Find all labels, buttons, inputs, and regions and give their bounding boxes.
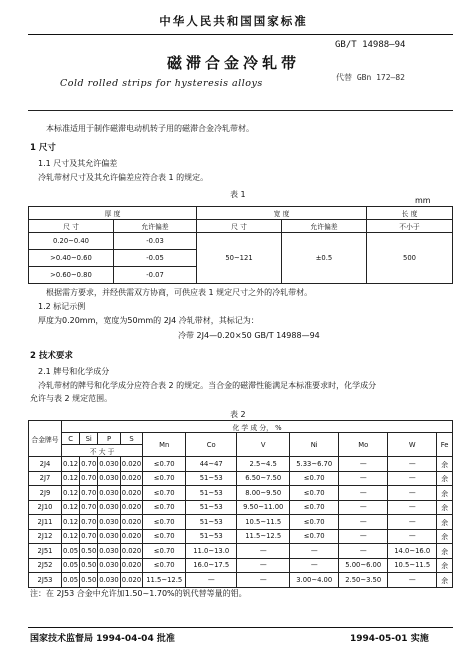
composition-cell: — [339, 486, 388, 501]
composition-cell: 余 [437, 457, 453, 472]
composition-cell: 0.020 [120, 529, 142, 544]
composition-cell: 0.030 [98, 558, 120, 573]
table-row [29, 500, 453, 515]
title-english: Cold rolled strips for hysteresis alloys [60, 78, 263, 89]
composition-cell: 余 [437, 471, 453, 486]
composition-cell: 51~53 [186, 500, 237, 515]
composition-cell: ≤0.70 [290, 500, 339, 515]
table-2-caption: 表 2 [230, 410, 246, 419]
composition-cell: 16.0~17.5 [186, 558, 237, 573]
composition-cell: 0.12 [62, 500, 80, 515]
t1-cell: >0.60~0.80 [29, 267, 114, 284]
composition-cell: 0.030 [98, 573, 120, 588]
table-2-note: 注：在 2J53 合金中允许加1.50~1.70%的钒代替等量的钼。 [30, 589, 247, 598]
composition-cell: — [237, 558, 290, 573]
section-1-2-title: 1.2 标记示例 [38, 302, 86, 311]
composition-cell: — [388, 500, 437, 515]
t1-h-length: 长 度 [367, 207, 453, 220]
composition-cell: 0.70 [80, 515, 98, 530]
t1-h-wtol: 允许偏差 [282, 220, 367, 233]
composition-cell: 5.33~6.70 [290, 457, 339, 472]
table-row [29, 529, 453, 544]
composition-cell: 44~47 [186, 457, 237, 472]
t1-width-tol: ±0.5 [282, 233, 367, 284]
composition-cell: ≤0.70 [143, 486, 186, 501]
t1-h-wsize: 尺 寸 [197, 220, 282, 233]
composition-cell: — [339, 500, 388, 515]
composition-cell: — [388, 486, 437, 501]
t1-cell: -0.07 [114, 267, 197, 284]
t2-h-elem: Mn [143, 433, 186, 457]
footer-rule [28, 627, 453, 628]
marking-example: 冷带 2J4—0.20×50 GB/T 14988—94 [178, 331, 320, 340]
t1-cell: -0.05 [114, 250, 197, 267]
composition-cell: 余 [437, 529, 453, 544]
composition-cell: 0.030 [98, 529, 120, 544]
section-2-1-text-2: 允许与表 2 规定范围。 [30, 394, 113, 403]
composition-cell: — [237, 573, 290, 588]
composition-cell: 0.020 [120, 544, 142, 559]
composition-cell: — [339, 471, 388, 486]
composition-cell: — [290, 544, 339, 559]
composition-cell: — [339, 457, 388, 472]
composition-cell: ≤0.70 [143, 500, 186, 515]
t2-h-elem: Fe [437, 433, 453, 457]
alloy-grade-cell: 2J51 [29, 544, 62, 559]
composition-cell: 10.5~11.5 [237, 515, 290, 530]
t1-h-thickness: 厚 度 [29, 207, 197, 220]
composition-cell: — [388, 573, 437, 588]
composition-cell: 0.05 [62, 573, 80, 588]
table-1-caption: 表 1 [230, 190, 246, 199]
table-1-unit: mm [415, 196, 431, 205]
alloy-grade-cell: 2J52 [29, 558, 62, 573]
t1-cell: 0.20~0.40 [29, 233, 114, 250]
composition-cell: 6.50~7.50 [237, 471, 290, 486]
composition-cell: — [339, 515, 388, 530]
composition-cell: 0.020 [120, 457, 142, 472]
composition-cell: 0.50 [80, 544, 98, 559]
composition-cell: 51~53 [186, 486, 237, 501]
composition-cell: 0.05 [62, 558, 80, 573]
section-2-1-text-1: 冷轧带材的牌号和化学成分应符合表 2 的规定。当合金的磁滞性能满足本标准要求时，化学成分 [38, 381, 377, 390]
table-row [29, 573, 453, 588]
composition-cell: 0.05 [62, 544, 80, 559]
composition-cell: — [388, 471, 437, 486]
composition-cell: 11.5~12.5 [237, 529, 290, 544]
t1-length: 500 [367, 233, 453, 284]
composition-cell: ≤0.70 [143, 544, 186, 559]
t1-h-size: 尺 寸 [29, 220, 114, 233]
composition-cell: 0.030 [98, 471, 120, 486]
composition-cell: 8.00~9.50 [237, 486, 290, 501]
t2-h-grade: 合金牌号 [29, 421, 62, 457]
composition-cell: ≤0.70 [143, 457, 186, 472]
t1-cell: >0.40~0.60 [29, 250, 114, 267]
composition-cell: — [388, 529, 437, 544]
composition-cell: 0.030 [98, 486, 120, 501]
composition-cell: ≤0.70 [290, 471, 339, 486]
composition-cell: 0.50 [80, 558, 98, 573]
composition-cell: ≤0.70 [143, 471, 186, 486]
composition-cell: 0.020 [120, 558, 142, 573]
composition-cell: 0.12 [62, 529, 80, 544]
composition-cell: 51~53 [186, 515, 237, 530]
standard-number: GB/T 14988—94 [335, 40, 406, 50]
composition-cell: 0.70 [80, 457, 98, 472]
composition-cell: 0.12 [62, 457, 80, 472]
composition-cell: ≤0.70 [143, 515, 186, 530]
composition-cell: 9.50~11.00 [237, 500, 290, 515]
composition-cell: 11.0~13.0 [186, 544, 237, 559]
replaces-standard: 代替 GBn 172—82 [336, 73, 405, 82]
composition-cell: 0.70 [80, 471, 98, 486]
composition-cell: ≤0.70 [290, 529, 339, 544]
scope-paragraph: 本标准适用于制作磁滞电动机转子用的磁滞合金冷轧带材。 [46, 124, 254, 133]
composition-cell: 0.020 [120, 573, 142, 588]
table-1 [28, 206, 453, 284]
composition-cell: ≤0.70 [143, 529, 186, 544]
t2-h-comp: 化 学 成 分， % [62, 421, 453, 433]
composition-cell: 2.5~4.5 [237, 457, 290, 472]
composition-cell: ≤0.70 [290, 515, 339, 530]
section-1-1-title: 1.1 尺寸及其允许偏差 [38, 159, 118, 168]
composition-cell: 0.020 [120, 515, 142, 530]
composition-cell: 51~53 [186, 529, 237, 544]
t1-cell: -0.03 [114, 233, 197, 250]
composition-cell: — [339, 529, 388, 544]
composition-cell: — [388, 515, 437, 530]
composition-cell: 0.12 [62, 486, 80, 501]
composition-cell: 余 [437, 486, 453, 501]
composition-cell: 0.030 [98, 515, 120, 530]
t2-h-elem: C [62, 433, 80, 445]
title-rule [28, 110, 453, 111]
composition-cell: 余 [437, 515, 453, 530]
composition-cell: 余 [437, 573, 453, 588]
header-rule [28, 34, 453, 35]
alloy-grade-cell: 2J10 [29, 500, 62, 515]
composition-cell: ≤0.70 [290, 486, 339, 501]
composition-cell: 余 [437, 558, 453, 573]
composition-cell: 0.12 [62, 471, 80, 486]
composition-cell: 0.50 [80, 573, 98, 588]
composition-cell: 2.50~3.50 [339, 573, 388, 588]
section-1-title: 1 尺寸 [30, 143, 56, 153]
composition-cell: 14.0~16.0 [388, 544, 437, 559]
composition-cell: 余 [437, 544, 453, 559]
composition-cell: 0.70 [80, 500, 98, 515]
composition-cell: — [290, 558, 339, 573]
t1-h-tol: 允许偏差 [114, 220, 197, 233]
t2-h-nmax: 不 大 于 [62, 445, 143, 457]
section-1-2-text: 厚度为0.20mm，宽度为50mm的 2J4 冷轧带材，其标记为： [38, 316, 259, 325]
alloy-grade-cell: 2J9 [29, 486, 62, 501]
section-2-title: 2 技术要求 [30, 351, 73, 361]
composition-cell: ≤0.70 [143, 558, 186, 573]
composition-cell: — [237, 544, 290, 559]
section-1-1-text: 冷轧带材尺寸及其允许偏差应符合表 1 的规定。 [38, 173, 209, 182]
t2-h-elem: Mo [339, 433, 388, 457]
table-2 [28, 420, 453, 588]
t2-h-elem: Co [186, 433, 237, 457]
t2-h-elem: S [120, 433, 142, 445]
composition-cell: 0.70 [80, 529, 98, 544]
alloy-grade-cell: 2J12 [29, 529, 62, 544]
t2-h-elem: P [98, 433, 120, 445]
t2-h-elem: Si [80, 433, 98, 445]
table-row [29, 558, 453, 573]
composition-cell: 0.020 [120, 471, 142, 486]
table-row [29, 486, 453, 501]
composition-cell: 0.030 [98, 500, 120, 515]
t1-width: 50~121 [197, 233, 282, 284]
t2-h-elem: Ni [290, 433, 339, 457]
table-row [29, 515, 453, 530]
composition-cell: — [388, 457, 437, 472]
composition-cell: — [339, 544, 388, 559]
composition-cell: 3.00~4.00 [290, 573, 339, 588]
approval-date: 国家技术监督局 1994-04-04 批准 [30, 634, 175, 644]
section-2-1-title: 2.1 牌号和化学成分 [38, 367, 110, 376]
composition-cell: 0.030 [98, 544, 120, 559]
implementation-date: 1994-05-01 实施 [350, 634, 429, 644]
composition-cell: 0.70 [80, 486, 98, 501]
composition-cell: 51~53 [186, 471, 237, 486]
alloy-grade-cell: 2J4 [29, 457, 62, 472]
t1-h-width: 宽 度 [197, 207, 367, 220]
composition-cell: — [186, 573, 237, 588]
composition-cell: 余 [437, 500, 453, 515]
t1-h-min: 不小于 [367, 220, 453, 233]
table-1-after-text: 根据需方要求，并经供需双方协商，可供应表 1 规定尺寸之外的冷轧带材。 [46, 288, 313, 297]
alloy-grade-cell: 2J7 [29, 471, 62, 486]
title-chinese: 磁滞合金冷轧带 [166, 54, 300, 72]
table-row [29, 471, 453, 486]
t2-h-elem: W [388, 433, 437, 457]
composition-cell: 0.020 [120, 486, 142, 501]
alloy-grade-cell: 2J11 [29, 515, 62, 530]
composition-cell: 5.00~6.00 [339, 558, 388, 573]
table-row [29, 457, 453, 472]
composition-cell: 0.020 [120, 500, 142, 515]
composition-cell: 0.030 [98, 457, 120, 472]
composition-cell: 11.5~12.5 [143, 573, 186, 588]
composition-cell: 0.12 [62, 515, 80, 530]
alloy-grade-cell: 2J53 [29, 573, 62, 588]
composition-cell: 10.5~11.5 [388, 558, 437, 573]
issuing-body: 中华人民共和国国家标准 [159, 14, 308, 28]
t2-h-elem: V [237, 433, 290, 457]
table-row [29, 544, 453, 559]
